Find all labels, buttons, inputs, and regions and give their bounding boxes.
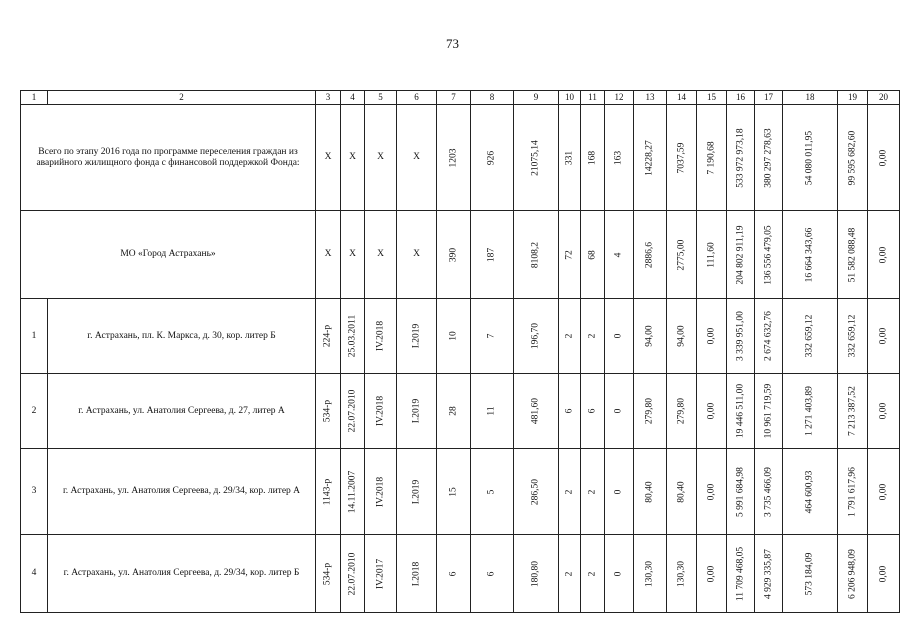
cell-c18: 332 659,12: [783, 299, 838, 374]
cell-c18: 573 184,09: [783, 535, 838, 613]
cell-c7: 15: [437, 449, 471, 535]
cell-c19: 99 595 682,60: [838, 105, 868, 211]
cell-c10: 72: [559, 211, 581, 299]
cell-c20: 0,00: [868, 374, 900, 449]
cell-c12: 163: [605, 105, 634, 211]
col-number-15: 15: [697, 91, 727, 105]
cell-c5: IV.2018: [365, 374, 397, 449]
col-number-9: 9: [514, 91, 559, 105]
cell-c20: 0,00: [868, 535, 900, 613]
cell-c14: 80,40: [667, 449, 697, 535]
cell-c14: 94,00: [667, 299, 697, 374]
col-number-7: 7: [437, 91, 471, 105]
table-row: [21, 374, 900, 449]
cell-c14: 130,30: [667, 535, 697, 613]
row-number: 2: [21, 374, 48, 449]
cell-c4: 22.07.2010: [341, 535, 365, 613]
cell-c11: 2: [581, 299, 605, 374]
cell-c17: 380 297 278,63: [755, 105, 783, 211]
cell-c18: 54 080 011,95: [783, 105, 838, 211]
cell-c7: 28: [437, 374, 471, 449]
col-number-8: 8: [471, 91, 514, 105]
cell-c8: 6: [471, 535, 514, 613]
col-number-20: 20: [868, 91, 900, 105]
cell-c6: I.2019: [397, 299, 437, 374]
summary-label: МО «Город Астрахань»: [21, 211, 316, 299]
table-row: [21, 535, 900, 613]
cell-c13: 2886,6: [634, 211, 667, 299]
cell-c19: 6 206 948,09: [838, 535, 868, 613]
cell-c3: 534-р: [316, 374, 341, 449]
cell-c8: 11: [471, 374, 514, 449]
cell-c16: 19 446 511,00: [727, 374, 755, 449]
cell-c13: 80,40: [634, 449, 667, 535]
page-number: 73: [446, 36, 459, 51]
col-number-13: 13: [634, 91, 667, 105]
cell-c10: 331: [559, 105, 581, 211]
cell-c15: 0,00: [697, 299, 727, 374]
cell-c11: 168: [581, 105, 605, 211]
cell-c13: 94,00: [634, 299, 667, 374]
cell-c18: 464 600,93: [783, 449, 838, 535]
row-address: г. Астрахань, ул. Анатолия Сергеева, д. 27, литер А: [48, 374, 316, 449]
row-address: г. Астрахань, пл. К. Маркса, д. 30, кор. литер Б: [48, 299, 316, 374]
cell-c8: 187: [471, 211, 514, 299]
cell-c4: 25.03.2011: [341, 299, 365, 374]
cell-c3: 534-р: [316, 535, 341, 613]
cell-c11: 2: [581, 535, 605, 613]
cell-c3: Х: [316, 211, 341, 299]
cell-c10: 2: [559, 299, 581, 374]
cell-c8: 926: [471, 105, 514, 211]
cell-c6: Х: [397, 105, 437, 211]
cell-c6: I.2018: [397, 535, 437, 613]
cell-c12: 0: [605, 535, 634, 613]
row-number: 4: [21, 535, 48, 613]
cell-c15: 0,00: [697, 535, 727, 613]
cell-c4: Х: [341, 105, 365, 211]
cell-c15: 111,60: [697, 211, 727, 299]
cell-c14: 2775,00: [667, 211, 697, 299]
col-number-1: 1: [21, 91, 48, 105]
resettlement-table: [20, 90, 900, 613]
column-number-row: [21, 91, 900, 105]
cell-c15: 0,00: [697, 374, 727, 449]
cell-c16: 3 339 951,00: [727, 299, 755, 374]
cell-c7: 1203: [437, 105, 471, 211]
cell-c3: 1143-р: [316, 449, 341, 535]
cell-c19: 332 659,12: [838, 299, 868, 374]
cell-c7: 10: [437, 299, 471, 374]
cell-c12: 4: [605, 211, 634, 299]
cell-c10: 6: [559, 374, 581, 449]
cell-c14: 7037,59: [667, 105, 697, 211]
row-number: 3: [21, 449, 48, 535]
cell-c17: 4 929 335,87: [755, 535, 783, 613]
col-number-6: 6: [397, 91, 437, 105]
col-number-19: 19: [838, 91, 868, 105]
cell-c5: IV.2017: [365, 535, 397, 613]
col-number-11: 11: [581, 91, 605, 105]
col-number-12: 12: [605, 91, 634, 105]
cell-c19: 7 213 387,52: [838, 374, 868, 449]
cell-c5: Х: [365, 211, 397, 299]
cell-c5: Х: [365, 105, 397, 211]
cell-c6: Х: [397, 211, 437, 299]
col-number-16: 16: [727, 91, 755, 105]
cell-c16: 204 802 911,19: [727, 211, 755, 299]
cell-c20: 0,00: [868, 211, 900, 299]
cell-c13: 279,80: [634, 374, 667, 449]
row-address: г. Астрахань, ул. Анатолия Сергеева, д. 29/34, кор. литер Б: [48, 535, 316, 613]
table-row: [21, 299, 900, 374]
cell-c3: Х: [316, 105, 341, 211]
cell-c19: 1 791 617,96: [838, 449, 868, 535]
col-number-5: 5: [365, 91, 397, 105]
cell-c20: 0,00: [868, 105, 900, 211]
col-number-18: 18: [783, 91, 838, 105]
cell-c9: 21075,14: [514, 105, 559, 211]
cell-c12: 0: [605, 449, 634, 535]
cell-c9: 180,80: [514, 535, 559, 613]
cell-c17: 10 961 719,59: [755, 374, 783, 449]
cell-c13: 130,30: [634, 535, 667, 613]
cell-c4: 14.11.2007: [341, 449, 365, 535]
summary-row-municipality: [21, 211, 900, 299]
cell-c17: 2 674 632,76: [755, 299, 783, 374]
cell-c14: 279,80: [667, 374, 697, 449]
cell-c10: 2: [559, 449, 581, 535]
cell-c5: IV.2018: [365, 449, 397, 535]
row-number: 1: [21, 299, 48, 374]
cell-c13: 14228,27: [634, 105, 667, 211]
cell-c16: 11 709 468,05: [727, 535, 755, 613]
summary-label: Всего по этапу 2016 года по программе переселения граждан из аварийного жилищного фонда с финансовой поддержкой Фонда:: [21, 105, 316, 211]
cell-c5: IV.2018: [365, 299, 397, 374]
cell-c11: 2: [581, 449, 605, 535]
cell-c9: 8108,2: [514, 211, 559, 299]
cell-c8: 5: [471, 449, 514, 535]
table-row: [21, 449, 900, 535]
cell-c9: 286,50: [514, 449, 559, 535]
cell-c10: 2: [559, 535, 581, 613]
cell-c15: 7 190,68: [697, 105, 727, 211]
cell-c19: 51 582 088,48: [838, 211, 868, 299]
cell-c17: 3 735 466,09: [755, 449, 783, 535]
cell-c12: 0: [605, 374, 634, 449]
col-number-17: 17: [755, 91, 783, 105]
cell-c12: 0: [605, 299, 634, 374]
col-number-3: 3: [316, 91, 341, 105]
cell-c16: 5 991 684,98: [727, 449, 755, 535]
cell-c18: 1 271 403,89: [783, 374, 838, 449]
cell-c9: 196,70: [514, 299, 559, 374]
cell-c15: 0,00: [697, 449, 727, 535]
cell-c20: 0,00: [868, 449, 900, 535]
col-number-10: 10: [559, 91, 581, 105]
cell-c7: 390: [437, 211, 471, 299]
cell-c16: 533 972 973,18: [727, 105, 755, 211]
cell-c7: 6: [437, 535, 471, 613]
cell-c11: 68: [581, 211, 605, 299]
cell-c4: 22.07.2010: [341, 374, 365, 449]
col-number-2: 2: [48, 91, 316, 105]
row-address: г. Астрахань, ул. Анатолия Сергеева, д. 29/34, кор. литер А: [48, 449, 316, 535]
cell-c6: I.2019: [397, 449, 437, 535]
cell-c18: 16 664 343,66: [783, 211, 838, 299]
col-number-4: 4: [341, 91, 365, 105]
cell-c4: Х: [341, 211, 365, 299]
cell-c11: 6: [581, 374, 605, 449]
col-number-14: 14: [667, 91, 697, 105]
cell-c17: 136 556 479,05: [755, 211, 783, 299]
cell-c8: 7: [471, 299, 514, 374]
cell-c9: 481,60: [514, 374, 559, 449]
cell-c3: 224-р: [316, 299, 341, 374]
cell-c20: 0,00: [868, 299, 900, 374]
cell-c6: I.2019: [397, 374, 437, 449]
summary-row-stage-total: [21, 105, 900, 211]
